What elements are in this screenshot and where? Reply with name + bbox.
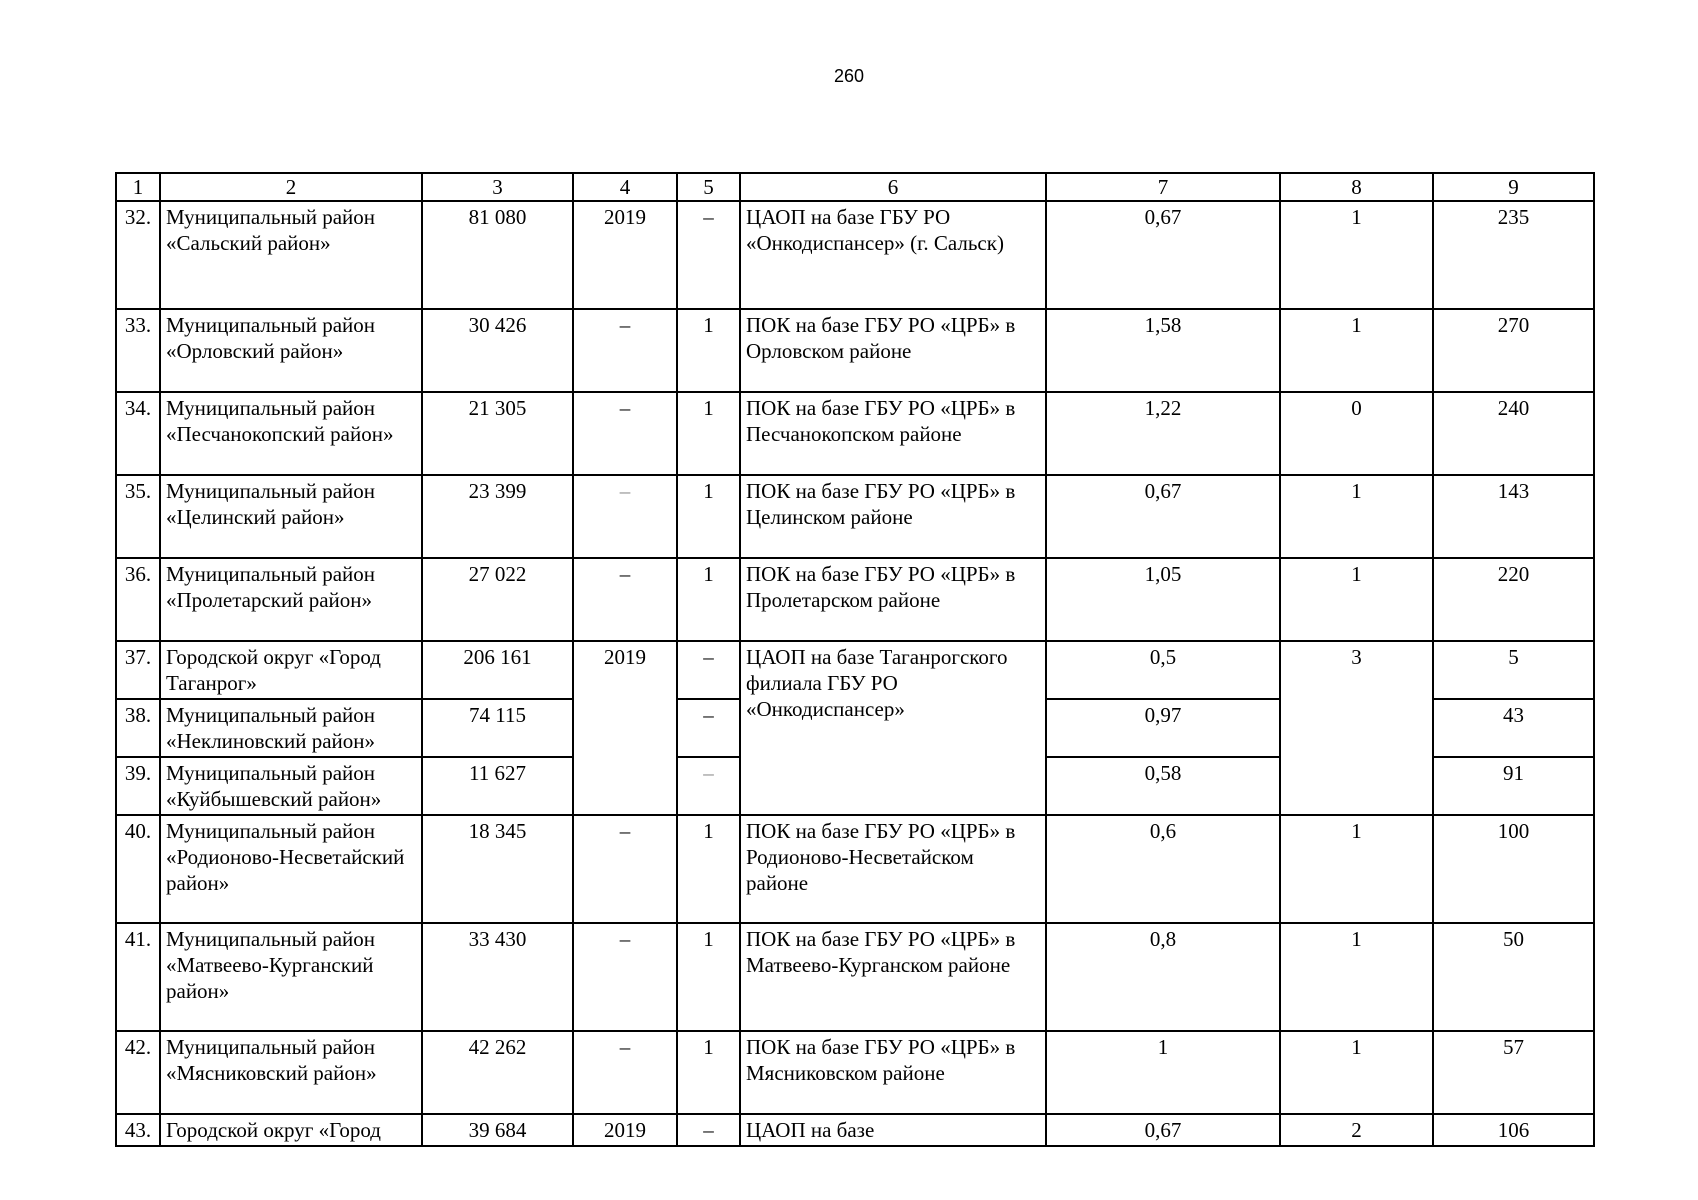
row-number: 39.: [116, 757, 160, 815]
district-name: Городской округ «Город: [160, 1114, 422, 1146]
population: 206 161: [422, 641, 573, 699]
year: –: [573, 1031, 677, 1114]
header-row: [116, 173, 1594, 201]
organization: ЦАОП на базе Таганрогского филиала ГБУ РО «Онкодиспансер»: [740, 641, 1046, 815]
col7-value: 1,22: [1046, 392, 1280, 475]
col5-value: –: [677, 757, 740, 815]
row-number: 36.: [116, 558, 160, 641]
population: 74 115: [422, 699, 573, 757]
col8-value: 1: [1280, 309, 1433, 392]
col5-value: 1: [677, 1031, 740, 1114]
col7-value: 0,67: [1046, 201, 1280, 309]
row-number: 32.: [116, 201, 160, 309]
year: –: [573, 558, 677, 641]
page-number: 260: [833, 66, 865, 86]
col8-value: 1: [1280, 815, 1433, 923]
table-row: [116, 923, 1594, 1031]
col7-value: 0,8: [1046, 923, 1280, 1031]
row-number: 37.: [116, 641, 160, 699]
table-row: [116, 558, 1594, 641]
col9-value: 5: [1433, 641, 1594, 699]
row-number: 34.: [116, 392, 160, 475]
district-name: Муниципальный район «Пролетарский район»: [160, 558, 422, 641]
population: 30 426: [422, 309, 573, 392]
column-header: 2: [160, 173, 422, 201]
col9-value: 50: [1433, 923, 1594, 1031]
col7-value: 0,6: [1046, 815, 1280, 923]
col5-value: 1: [677, 923, 740, 1031]
year: –: [573, 923, 677, 1031]
col8-value: 1: [1280, 558, 1433, 641]
district-name: Муниципальный район «Куйбышевский район»: [160, 757, 422, 815]
population: 39 684: [422, 1114, 573, 1146]
population: 11 627: [422, 757, 573, 815]
district-name: Муниципальный район «Песчанокопский район»: [160, 392, 422, 475]
row-number: 42.: [116, 1031, 160, 1114]
district-name: Муниципальный район «Сальский район»: [160, 201, 422, 309]
col5-value: –: [677, 641, 740, 699]
organization: ПОК на базе ГБУ РО «ЦРБ» в Мясниковском районе: [740, 1031, 1046, 1114]
year: 2019: [573, 1114, 677, 1146]
district-name: Муниципальный район «Мясниковский район»: [160, 1031, 422, 1114]
col5-value: –: [677, 1114, 740, 1146]
column-header: 4: [573, 173, 677, 201]
col9-value: 235: [1433, 201, 1594, 309]
data-table: [115, 172, 1595, 1147]
district-name: Муниципальный район «Орловский район»: [160, 309, 422, 392]
col9-value: 106: [1433, 1114, 1594, 1146]
col8-value: 2: [1280, 1114, 1433, 1146]
col8-value: 1: [1280, 475, 1433, 558]
col5-value: 1: [677, 475, 740, 558]
col7-value: 0,5: [1046, 641, 1280, 699]
column-header: 8: [1280, 173, 1433, 201]
col8-value: 1: [1280, 1031, 1433, 1114]
column-header: 1: [116, 173, 160, 201]
district-name: Муниципальный район «Целинский район»: [160, 475, 422, 558]
col7-value: 1: [1046, 1031, 1280, 1114]
organization: ПОК на базе ГБУ РО «ЦРБ» в Орловском районе: [740, 309, 1046, 392]
col9-value: 220: [1433, 558, 1594, 641]
col7-value: 0,67: [1046, 1114, 1280, 1146]
col9-value: 43: [1433, 699, 1594, 757]
district-name: Муниципальный район «Неклиновский район»: [160, 699, 422, 757]
organization: ПОК на базе ГБУ РО «ЦРБ» в Песчанокопском районе: [740, 392, 1046, 475]
col5-value: 1: [677, 558, 740, 641]
population: 21 305: [422, 392, 573, 475]
col7-value: 0,67: [1046, 475, 1280, 558]
col8-value: 3: [1280, 641, 1433, 815]
table-row: [116, 201, 1594, 309]
year: –: [573, 815, 677, 923]
district-name: Муниципальный район «Матвеево-Курганский район»: [160, 923, 422, 1031]
col9-value: 57: [1433, 1031, 1594, 1114]
organization: ПОК на базе ГБУ РО «ЦРБ» в Пролетарском районе: [740, 558, 1046, 641]
col5-value: –: [677, 699, 740, 757]
col8-value: 1: [1280, 201, 1433, 309]
col9-value: 240: [1433, 392, 1594, 475]
col7-value: 0,58: [1046, 757, 1280, 815]
col9-value: 270: [1433, 309, 1594, 392]
organization: ПОК на базе ГБУ РО «ЦРБ» в Матвеево-Курганском районе: [740, 923, 1046, 1031]
column-header: 9: [1433, 173, 1594, 201]
col5-value: –: [677, 201, 740, 309]
row-number: 40.: [116, 815, 160, 923]
organization: ПОК на базе ГБУ РО «ЦРБ» в Родионово-Несветайском районе: [740, 815, 1046, 923]
population: 33 430: [422, 923, 573, 1031]
year: 2019: [573, 641, 677, 815]
district-name: Городской округ «Город Таганрог»: [160, 641, 422, 699]
year: –: [573, 475, 677, 558]
district-name: Муниципальный район «Родионово-Несветайский район»: [160, 815, 422, 923]
col9-value: 100: [1433, 815, 1594, 923]
col5-value: 1: [677, 392, 740, 475]
organization: ЦАОП на базе: [740, 1114, 1046, 1146]
col9-value: 91: [1433, 757, 1594, 815]
table-row: [116, 392, 1594, 475]
population: 27 022: [422, 558, 573, 641]
table-row: [116, 475, 1594, 558]
population: 18 345: [422, 815, 573, 923]
col7-value: 0,97: [1046, 699, 1280, 757]
row-number: 43.: [116, 1114, 160, 1146]
column-header: 6: [740, 173, 1046, 201]
column-header: 5: [677, 173, 740, 201]
col9-value: 143: [1433, 475, 1594, 558]
col7-value: 1,05: [1046, 558, 1280, 641]
col5-value: 1: [677, 815, 740, 923]
col8-value: 0: [1280, 392, 1433, 475]
population: 42 262: [422, 1031, 573, 1114]
population: 81 080: [422, 201, 573, 309]
row-number: 38.: [116, 699, 160, 757]
table-row: [116, 641, 1594, 699]
col8-value: 1: [1280, 923, 1433, 1031]
population: 23 399: [422, 475, 573, 558]
table-row: [116, 309, 1594, 392]
organization: ПОК на базе ГБУ РО «ЦРБ» в Целинском районе: [740, 475, 1046, 558]
year: 2019: [573, 201, 677, 309]
table-row: [116, 815, 1594, 923]
organization: ЦАОП на базе ГБУ РО «Онкодиспансер» (г. Сальск): [740, 201, 1046, 309]
column-header: 3: [422, 173, 573, 201]
column-header: 7: [1046, 173, 1280, 201]
year: –: [573, 392, 677, 475]
row-number: 33.: [116, 309, 160, 392]
row-number: 35.: [116, 475, 160, 558]
year: –: [573, 309, 677, 392]
col5-value: 1: [677, 309, 740, 392]
col7-value: 1,58: [1046, 309, 1280, 392]
row-number: 41.: [116, 923, 160, 1031]
table-row: [116, 1031, 1594, 1114]
table-row: [116, 1114, 1594, 1146]
